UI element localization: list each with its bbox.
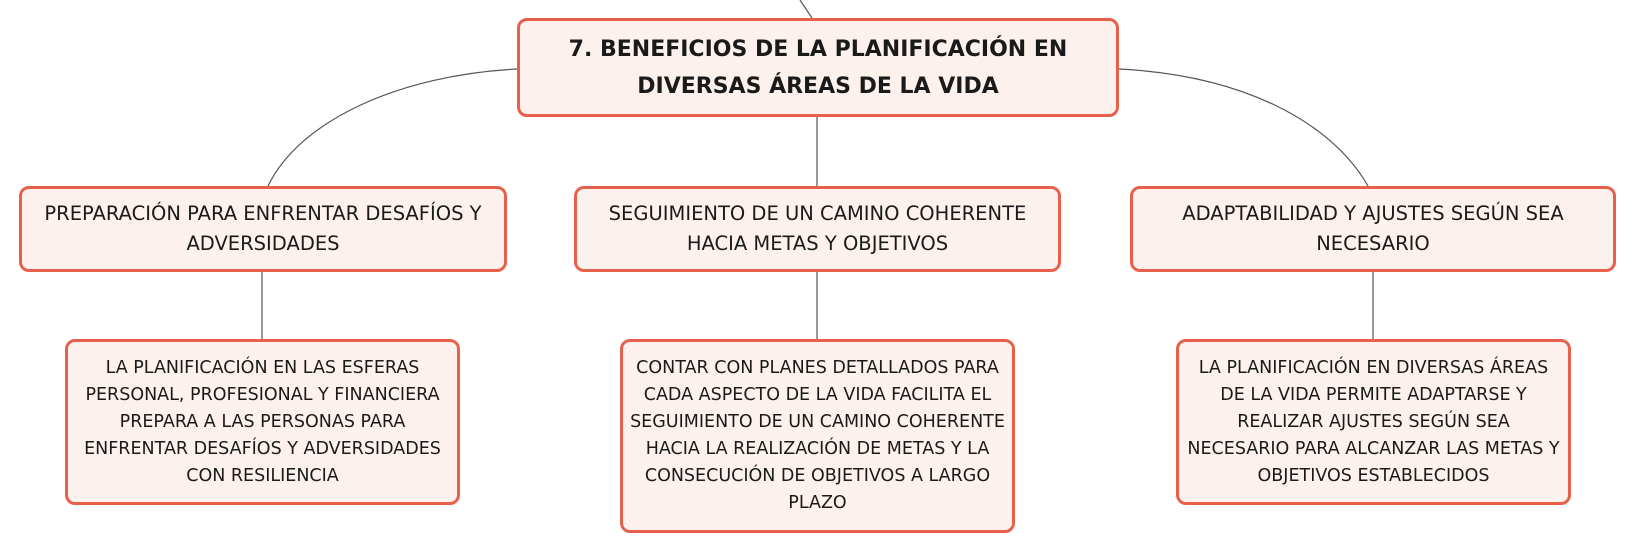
connector-root-to-left-branch bbox=[268, 69, 517, 186]
root-topic-label: 7. BENEFICIOS DE LA PLANIFICACIÓN EN DIVERSAS ÁREAS DE LA VIDA bbox=[568, 36, 1068, 99]
detail-node-adaptabilidad[interactable] bbox=[1176, 339, 1571, 505]
branch-node-adaptabilidad[interactable] bbox=[1130, 186, 1616, 272]
detail-node-preparacion[interactable] bbox=[65, 339, 460, 505]
detail-node-seguimiento[interactable] bbox=[620, 339, 1015, 533]
branch-label-seguimiento: SEGUIMIENTO DE UN CAMINO COHERENTE HACIA METAS Y OBJETIVOS bbox=[608, 202, 1027, 255]
detail-text-seguimiento: CONTAR CON PLANES DETALLADOS PARA CADA ASPECTO DE LA VIDA FACILITA EL SEGUIMIENTO DE UN CAMINO COHERENTE HACIA LA REALIZACIÓN DE METAS Y LA CONSECUCIÓN DE OBJETIVOS A LARGO PLAZO bbox=[630, 358, 1005, 513]
connector-parent-to-root bbox=[800, 0, 812, 18]
branch-label-preparacion: PREPARACIÓN PARA ENFRENTAR DESAFÍOS Y ADVERSIDADES bbox=[44, 202, 482, 255]
connector-root-to-right-branch bbox=[1119, 69, 1368, 186]
branch-node-preparacion[interactable] bbox=[19, 186, 507, 272]
detail-text-adaptabilidad: LA PLANIFICACIÓN EN DIVERSAS ÁREAS DE LA VIDA PERMITE ADAPTARSE Y REALIZAR AJUSTES SEGÚN SEA NECESARIO PARA ALCANZAR LAS METAS Y OBJETIVOS ESTABLECIDOS bbox=[1187, 357, 1560, 486]
detail-text-preparacion: LA PLANIFICACIÓN EN LAS ESFERAS PERSONAL, PROFESIONAL Y FINANCIERA PREPARA A LAS PERSONAS PARA ENFRENTAR DESAFÍOS Y ADVERSIDADES CON RESILIENCIA bbox=[84, 357, 441, 486]
root-topic-node[interactable] bbox=[517, 18, 1119, 117]
branch-node-seguimiento[interactable] bbox=[574, 186, 1061, 272]
branch-label-adaptabilidad: ADAPTABILIDAD Y AJUSTES SEGÚN SEA NECESARIO bbox=[1182, 202, 1564, 255]
